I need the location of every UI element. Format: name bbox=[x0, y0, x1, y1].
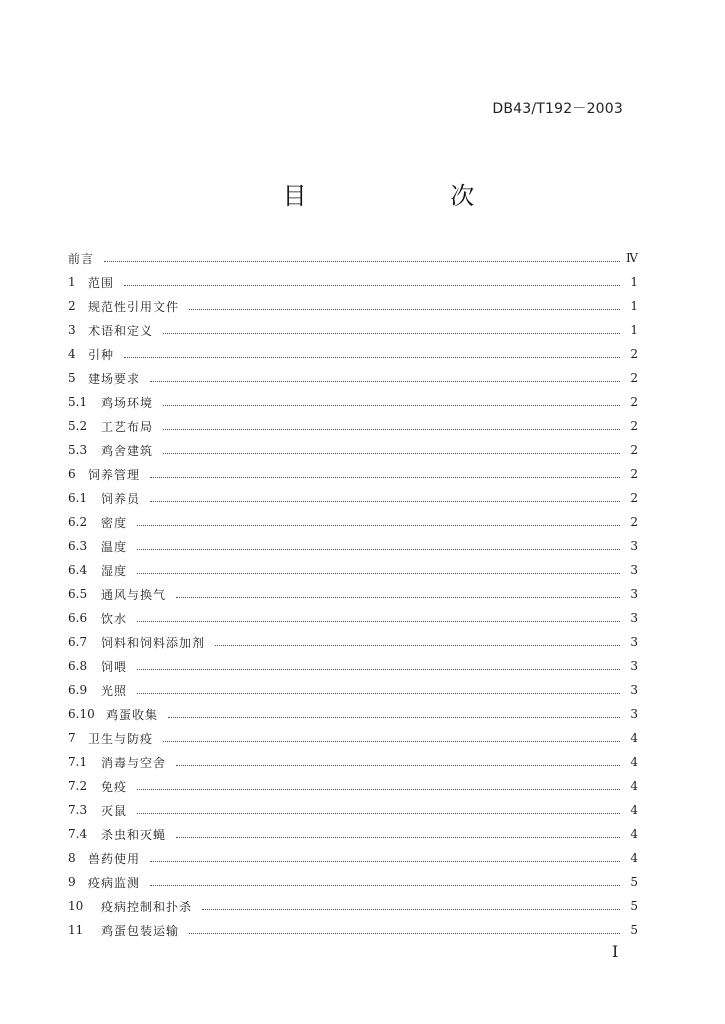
leader-dots bbox=[150, 500, 620, 502]
toc-page: 4 bbox=[630, 779, 638, 793]
toc-number: 6.2 bbox=[68, 515, 88, 529]
leader-dots bbox=[104, 260, 620, 262]
leader-dots bbox=[163, 428, 620, 430]
toc-number: 3 bbox=[68, 323, 76, 337]
leader-dots bbox=[137, 620, 620, 622]
toc-number: 2 bbox=[68, 299, 76, 313]
leader-dots bbox=[163, 740, 620, 742]
toc-page: 1 bbox=[630, 323, 638, 337]
toc-page: 3 bbox=[630, 587, 638, 601]
toc-page: 4 bbox=[630, 827, 638, 841]
leader-dots bbox=[124, 356, 620, 358]
toc-label: 光照 bbox=[101, 683, 128, 698]
toc-label: 工艺布局 bbox=[101, 419, 154, 434]
toc-label: 饲养管理 bbox=[88, 467, 141, 482]
toc-page: 4 bbox=[630, 755, 638, 769]
toc-entry-0[interactable] bbox=[68, 246, 638, 270]
toc-number: 1 bbox=[68, 275, 76, 289]
toc-label: 灭鼠 bbox=[101, 803, 128, 818]
toc-label: 密度 bbox=[101, 515, 128, 530]
toc-entry-7[interactable] bbox=[68, 414, 638, 438]
toc-page: 5 bbox=[630, 923, 638, 937]
toc-label: 鸡蛋收集 bbox=[106, 707, 159, 722]
toc-page: 1 bbox=[630, 275, 638, 289]
toc-label: 疫病控制和扑杀 bbox=[101, 899, 193, 914]
toc-page: 2 bbox=[630, 347, 638, 361]
toc-entry-22[interactable] bbox=[68, 774, 638, 798]
toc-entry-6[interactable] bbox=[68, 390, 638, 414]
toc-label: 卫生与防疫 bbox=[88, 731, 154, 746]
toc-label: 前言 bbox=[68, 251, 95, 266]
leader-dots bbox=[168, 716, 620, 718]
toc-page: 3 bbox=[630, 611, 638, 625]
toc-entry-14[interactable] bbox=[68, 582, 638, 606]
toc-page: Ⅳ bbox=[626, 251, 638, 265]
toc-label: 鸡舍建筑 bbox=[101, 443, 154, 458]
toc-page: 2 bbox=[630, 419, 638, 433]
toc-entry-12[interactable] bbox=[68, 534, 638, 558]
toc-entry-2[interactable] bbox=[68, 294, 638, 318]
toc-entry-3[interactable] bbox=[68, 318, 638, 342]
leader-dots bbox=[163, 452, 620, 454]
toc-number: 5.3 bbox=[68, 443, 88, 457]
leader-dots bbox=[150, 476, 620, 478]
leader-dots bbox=[150, 380, 620, 382]
toc-number: 6.4 bbox=[68, 563, 88, 577]
toc-label: 疫病监测 bbox=[88, 875, 141, 890]
toc-entry-10[interactable] bbox=[68, 486, 638, 510]
toc-label: 鸡蛋包装运输 bbox=[101, 923, 180, 938]
toc-entry-1[interactable] bbox=[68, 270, 638, 294]
toc-page: 5 bbox=[630, 875, 638, 889]
toc-entry-20[interactable] bbox=[68, 726, 638, 750]
leader-dots bbox=[176, 764, 620, 766]
toc-number: 7.4 bbox=[68, 827, 88, 841]
leader-dots bbox=[137, 524, 620, 526]
leader-dots bbox=[137, 812, 620, 814]
leader-dots bbox=[215, 644, 620, 646]
toc-number: 7.3 bbox=[68, 803, 88, 817]
toc-page: 3 bbox=[630, 659, 638, 673]
toc-number: 7 bbox=[68, 731, 76, 745]
leader-dots bbox=[163, 404, 620, 406]
toc-label: 规范性引用文件 bbox=[88, 299, 180, 314]
toc-label: 饲料和饲料添加剂 bbox=[101, 635, 206, 650]
toc-number: 6.5 bbox=[68, 587, 88, 601]
toc-label: 消毒与空舍 bbox=[101, 755, 167, 770]
toc-entry-21[interactable] bbox=[68, 750, 638, 774]
toc-number: 4 bbox=[68, 347, 76, 361]
page-number: I bbox=[612, 942, 619, 961]
toc-page: 2 bbox=[630, 443, 638, 457]
leader-dots bbox=[176, 836, 620, 838]
toc-entry-18[interactable] bbox=[68, 678, 638, 702]
standard-code: DB43/T192－2003 bbox=[492, 101, 623, 117]
leader-dots bbox=[137, 548, 620, 550]
leader-dots bbox=[202, 908, 620, 910]
toc-number: 6.3 bbox=[68, 539, 88, 553]
leader-dots bbox=[163, 332, 620, 334]
toc-title: 目 次 bbox=[282, 182, 543, 210]
toc-entry-26[interactable] bbox=[68, 870, 638, 894]
leader-dots bbox=[124, 284, 620, 286]
toc-page: 5 bbox=[630, 899, 638, 913]
toc-number: 5.1 bbox=[68, 395, 88, 409]
toc-label: 湿度 bbox=[101, 563, 128, 578]
leader-dots bbox=[150, 884, 620, 886]
toc-label: 饲养员 bbox=[101, 491, 141, 506]
toc-number: 11 bbox=[68, 923, 84, 937]
toc-number: 7.2 bbox=[68, 779, 88, 793]
toc-page: 3 bbox=[630, 539, 638, 553]
toc-number: 5.2 bbox=[68, 419, 88, 433]
toc-number: 6.6 bbox=[68, 611, 88, 625]
toc-page: 3 bbox=[630, 563, 638, 577]
toc-number: 7.1 bbox=[68, 755, 88, 769]
leader-dots bbox=[137, 572, 620, 574]
leader-dots bbox=[150, 860, 620, 862]
toc-number: 6.7 bbox=[68, 635, 88, 649]
toc-page: 1 bbox=[630, 299, 638, 313]
leader-dots bbox=[137, 668, 620, 670]
toc-entry-4[interactable] bbox=[68, 342, 638, 366]
leader-dots bbox=[189, 932, 620, 934]
toc-entry-23[interactable] bbox=[68, 798, 638, 822]
toc-label: 引种 bbox=[88, 347, 115, 362]
toc-label: 术语和定义 bbox=[88, 323, 154, 338]
toc-number: 6.1 bbox=[68, 491, 88, 505]
leader-dots bbox=[189, 308, 620, 310]
toc-entry-19[interactable] bbox=[68, 702, 638, 726]
toc-label: 免疫 bbox=[101, 779, 128, 794]
toc-page: 2 bbox=[630, 395, 638, 409]
toc-page: 2 bbox=[630, 515, 638, 529]
toc-page: 4 bbox=[630, 731, 638, 745]
leader-dots bbox=[176, 596, 620, 598]
toc-label: 通风与换气 bbox=[101, 587, 167, 602]
toc-entry-17[interactable] bbox=[68, 654, 638, 678]
toc-label: 建场要求 bbox=[88, 371, 141, 386]
toc-number: 6.9 bbox=[68, 683, 88, 697]
toc-entry-15[interactable] bbox=[68, 606, 638, 630]
toc-entry-16[interactable] bbox=[68, 630, 638, 654]
toc-label: 饮水 bbox=[101, 611, 128, 626]
toc-page: 3 bbox=[630, 683, 638, 697]
toc-label: 饲喂 bbox=[101, 659, 128, 674]
toc-entry-5[interactable] bbox=[68, 366, 638, 390]
toc-entry-27[interactable] bbox=[68, 894, 638, 918]
leader-dots bbox=[137, 788, 620, 790]
toc-label: 兽药使用 bbox=[88, 851, 141, 866]
toc-number: 8 bbox=[68, 851, 76, 865]
toc-number: 5 bbox=[68, 371, 76, 385]
toc-page: 3 bbox=[630, 707, 638, 721]
toc-entry-13[interactable] bbox=[68, 558, 638, 582]
toc-entry-8[interactable] bbox=[68, 438, 638, 462]
toc-label: 温度 bbox=[101, 539, 128, 554]
table-of-contents bbox=[68, 246, 638, 942]
toc-number: 6.10 bbox=[68, 707, 95, 721]
toc-label: 杀虫和灭蝇 bbox=[101, 827, 167, 842]
toc-entry-25[interactable] bbox=[68, 846, 638, 870]
leader-dots bbox=[137, 692, 620, 694]
toc-number: 6 bbox=[68, 467, 76, 481]
toc-page: 3 bbox=[630, 635, 638, 649]
toc-label: 范围 bbox=[88, 275, 115, 290]
toc-entry-28[interactable] bbox=[68, 918, 638, 942]
toc-entry-11[interactable] bbox=[68, 510, 638, 534]
toc-page: 2 bbox=[630, 371, 638, 385]
toc-page: 2 bbox=[630, 467, 638, 481]
toc-page: 4 bbox=[630, 851, 638, 865]
toc-entry-9[interactable] bbox=[68, 462, 638, 486]
toc-number: 9 bbox=[68, 875, 76, 889]
toc-page: 2 bbox=[630, 491, 638, 505]
toc-entry-24[interactable] bbox=[68, 822, 638, 846]
toc-label: 鸡场环境 bbox=[101, 395, 154, 410]
toc-number: 6.8 bbox=[68, 659, 88, 673]
toc-page: 4 bbox=[630, 803, 638, 817]
toc-number: 10 bbox=[68, 899, 84, 913]
